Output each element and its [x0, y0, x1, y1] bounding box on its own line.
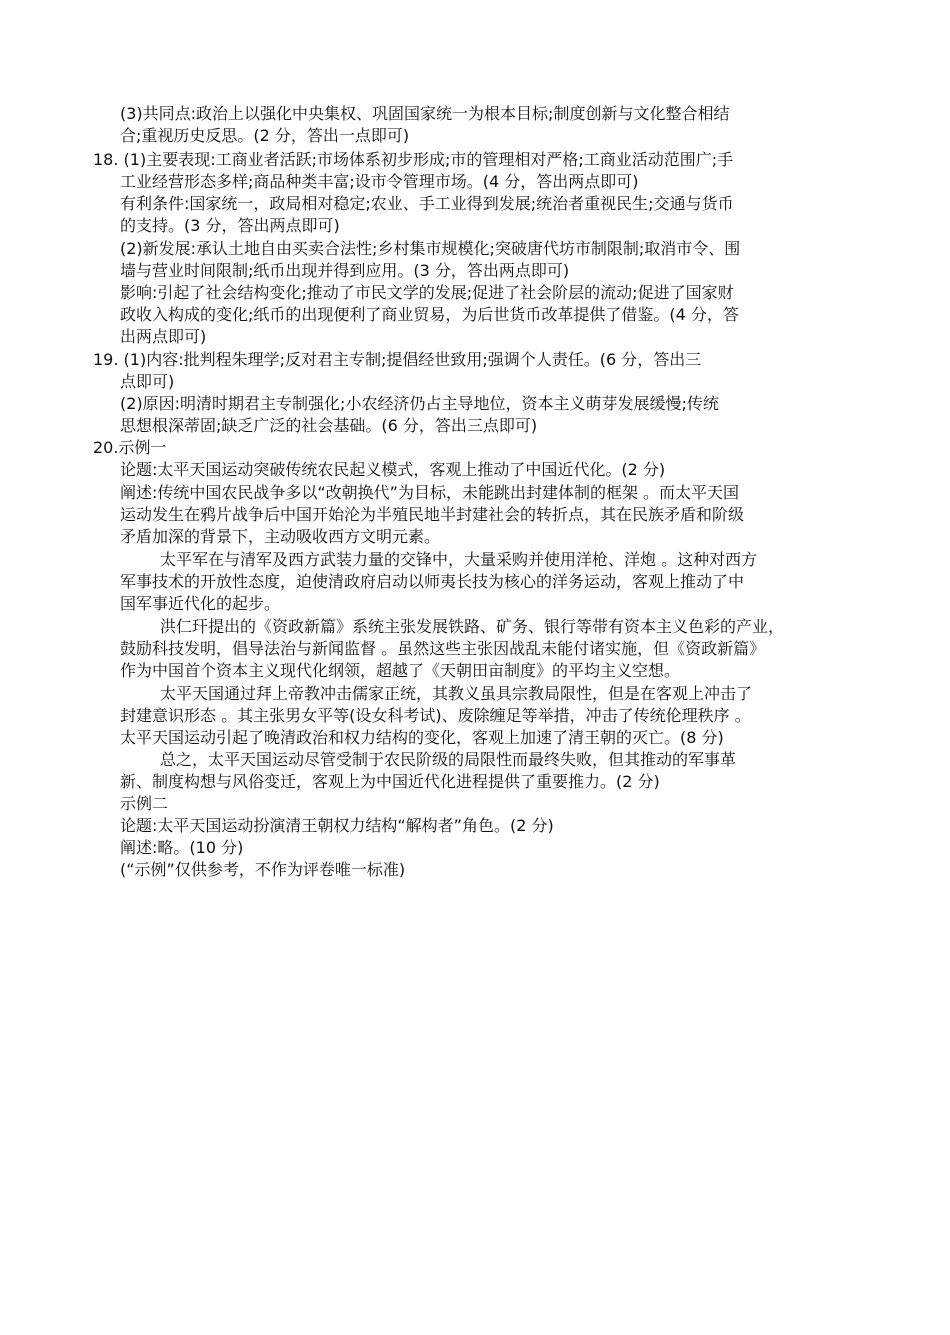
text-line: 阐述:略。(10 分)	[120, 838, 244, 857]
text-line: 阐述:传统中国农民战争多以“改朝换代”为目标，未能跳出封建体制的框架 。而太平天国	[120, 483, 740, 502]
text-line: 影响:引起了社会结构变化;推动了市民文学的发展;促进了社会阶层的流动;促进了国家财	[120, 283, 734, 302]
text-line: 的支持。(3 分，答出两点即可)	[120, 216, 340, 235]
text-line: 太平天国通过拜上帝教冲击儒家正统，其教义虽具宗教局限性，但是在客观上冲击了	[160, 684, 753, 703]
question-19-line: 19. (1)内容:批判程朱理学;反对君主专制;提倡经世致用;强调个人责任。(6 分，答出三	[93, 350, 702, 369]
text-line: 思想根深蒂固;缺乏广泛的社会基础。(6 分，答出三点即可)	[120, 416, 538, 435]
text-line: 运动发生在鸦片战争后中国开始沦为半殖民地半封建社会的转折点，其在民族矛盾和阶级	[120, 505, 745, 524]
text-line: 出两点即可)	[120, 327, 207, 346]
text-line: (2)新发展:承认土地自由买卖合法性;乡村集市规模化;突破唐代坊市制限制;取消市令、围	[120, 239, 741, 258]
text-line: 作为中国首个资本主义现代化纲领，超越了《天朝田亩制度》的平均主义空想。	[120, 661, 681, 680]
text-line: 新、制度构想与风俗变迁，客观上为中国近代化进程提供了重要推力。(2 分)	[120, 772, 660, 791]
text-line: 国军事近代化的起步。	[120, 594, 281, 613]
text-line: 太平天国运动引起了晚清政治和权力结构的变化，客观上加速了清王朝的灭亡。(8 分)	[120, 728, 724, 747]
text-line: 政收入构成的变化;纸币的出现便利了商业贸易，为后世货币改革提供了借鉴。(4 分，答	[120, 305, 739, 324]
text-line: 太平军在与清军及西方武装力量的交锋中，大量采购并使用洋枪、洋炮 。这种对西方	[160, 550, 758, 569]
text-line: 墙与营业时间限制;纸币出现并得到应用。(3 分，答出两点即可)	[120, 261, 570, 280]
text-line: 合;重视历史反思。(2 分，答出一点即可)	[120, 126, 410, 145]
question-20-line: 20.示例一	[93, 438, 167, 457]
text-line: (3)共同点:政治上以强化中央集权、巩固国家统一为根本目标;制度创新与文化整合相结	[120, 104, 730, 123]
text-line: 工业经营形态多样;商品种类丰富;设市令管理市场。(4 分，答出两点即可)	[120, 172, 639, 191]
text-line: 封建意识形态 。其主张男女平等(设女科考试)、废除缠足等举措，冲击了传统伦理秩序 。	[120, 706, 751, 725]
footnote: (“示例”仅供参考，不作为评卷唯一标准)	[120, 860, 406, 879]
text-line: 有利条件:国家统一，政局相对稳定;农业、手工业得到发展;统治者重视民生;交通与货币	[120, 194, 734, 213]
text-line: 点即可)	[120, 372, 175, 391]
text-line: 示例二	[120, 794, 169, 813]
text-line: 论题:太平天国运动扮演清王朝权力结构“解构者”角色。(2 分)	[120, 816, 554, 835]
text-line: 鼓励科技发明，倡导法治与新闻监督 。虽然这些主张因战乱未能付诸实施，但《资政新篇》	[120, 639, 766, 658]
text-line: (2)原因:明清时期君主专制强化;小农经济仍占主导地位，资本主义萌芽发展缓慢;传统	[120, 394, 719, 413]
text-line: 总之，太平天国运动尽管受制于农民阶级的局限性而最终失败，但其推动的军事革	[160, 750, 737, 769]
text-line: 矛盾加深的背景下，主动吸收西方文明元素。	[120, 527, 441, 546]
text-line: 洪仁玕提出的《资政新篇》系统主张发展铁路、矿务、银行等带有资本主义色彩的产业，	[160, 617, 785, 636]
text-line: 军事技术的开放性态度，迫使清政府启动以师夷长技为核心的洋务运动，客观上推动了中	[120, 572, 745, 591]
text-line: 论题:太平天国运动突破传统农民起义模式，客观上推动了中国近代化。(2 分)	[120, 460, 666, 479]
question-18-line: 18. (1)主要表现:工商业者活跃;市场体系初步形成;市的管理相对严格;工商业活动范围广;手	[93, 150, 734, 169]
